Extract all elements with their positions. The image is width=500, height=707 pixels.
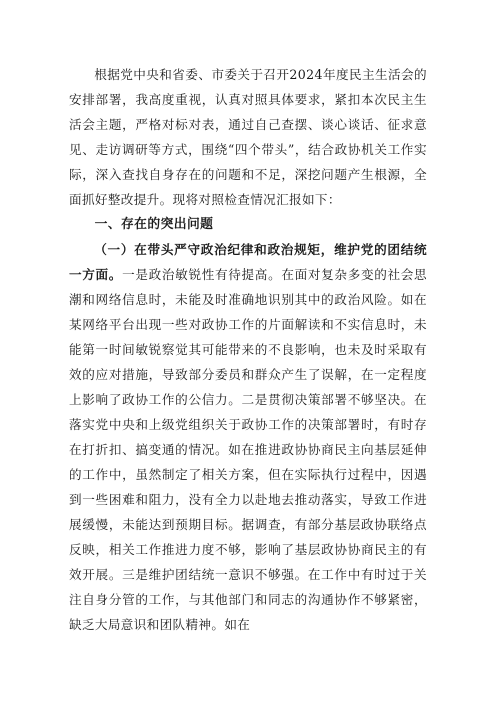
document-body (69, 62, 427, 637)
intro-paragraph: 根据党中央和省委、市委关于召开2024年度民主生活会的安排部署，我高度重视，认真对照具体要求，紧扣本次民主生活会主题，严格对标对表，通过自己查摆、谈心谈话、征求意见、走访调研等方式，围绕“四个带头”，结合政协机关工作实际，深入查找自身存在的问题和不足，深挖问题产生根源，全面抓好整改提升。现将对照检查情况汇报如下： (69, 67, 427, 207)
subsection-title: （一）在带头严守政治纪律和政治规矩，维护党的团结统一方面。 (69, 242, 427, 282)
subsection-body: 一是政治敏锐性有待提高。在面对复杂多变的社会思潮和网络信息时，未能及时准确地识别其中的政治风险。如在某网络平台出现一些对政协工作的片面解读和不实信息时，未能第一时间敏锐察觉其可能带来的不良影响，也未及时采取有效的应对措施，导致部分委员和群众产生了误解，在一定程度上影响了政协工作的公信力。二是贯彻决策部署不够坚决。在落实党中央和上级党组织关于政协工作的决策部署时，有时存在打折扣、搞变通的情况。如在推进政协协商民主向基层延伸的工作中，虽然制定了相关方案，但在实际执行过程中，因遇到一些困难和阻力，没有全力以赴地去推动落实，导致工作进展缓慢，未能达到预期目标。据调查，有部分基层政协联络点反映，相关工作推进力度不够，影响了基层政协协商民主的有效开展。三是维护团结统一意识不够强。在工作中有时过于关注自身分管的工作，与其他部门和同志的沟通协作不够紧密，缺乏大局意识和团队精神。如在 (69, 267, 427, 632)
section-heading: 一、存在的突出问题 (94, 217, 214, 232)
subsection-paragraph (69, 237, 427, 637)
